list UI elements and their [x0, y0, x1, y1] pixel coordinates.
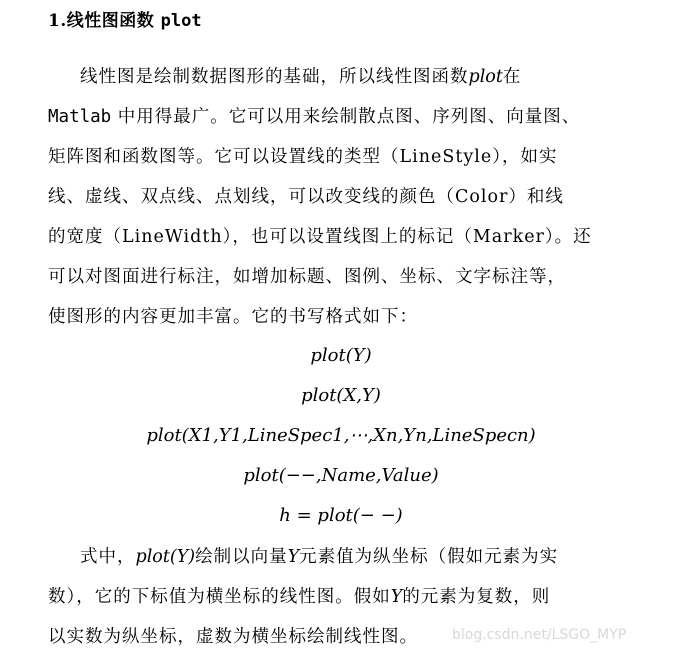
paragraph-line: 使图形的内容更加丰富。它的书写格式如下：	[48, 307, 418, 327]
inline-math: plot(Y)	[135, 547, 196, 567]
heading-number: 1.	[48, 11, 67, 31]
text-run: 在	[502, 67, 522, 87]
inline-math: Y	[287, 547, 300, 567]
text-run: 式中，	[80, 547, 136, 567]
paragraph-line: 可以对图面进行标注，如增加标题、图例、坐标、文字标注等，	[48, 267, 566, 287]
heading-code: plot	[160, 11, 202, 31]
paragraph-line: 以实数为纵坐标，虚数为横坐标绘制线性图。	[48, 627, 418, 647]
text-run: 中用得最广。它可以用来绘制散点图、序列图、向量图、	[111, 107, 581, 127]
formula: plot(X1,Y1,LineSpec1,⋯,Xn,Yn,LineSpecn)	[146, 425, 536, 446]
text-run: 绘制以向量	[195, 547, 288, 567]
text-run: 元素值为纵坐标（假如元素为实	[299, 547, 559, 567]
formula: plot(Y)	[310, 345, 372, 366]
paragraph-line: 矩阵图和函数图等。它可以设置线的类型（LineStyle），如实	[48, 147, 558, 167]
text-run: 的元素为复数，则	[402, 587, 551, 607]
inline-math: Y	[390, 587, 403, 607]
formula: plot(X,Y)	[301, 385, 381, 406]
heading-title: 线性图函数	[66, 11, 155, 31]
paragraph-line	[48, 105, 634, 129]
formula: h = plot(− −)	[279, 505, 403, 526]
paragraph-line: 线、虚线、双点线、点划线，可以改变线的颜色（Color）和线	[48, 187, 564, 207]
paragraph-line: 的宽度（LineWidth），也可以设置线图上的标记（Marker）。还	[48, 227, 592, 247]
formula: plot(−−,Name,Value)	[243, 465, 439, 486]
section-heading	[48, 6, 202, 31]
inline-code: Matlab	[48, 107, 112, 127]
text-run: 线性图是绘制数据图形的基础，所以线性图函数	[80, 67, 469, 87]
inline-math: plot	[468, 67, 503, 87]
watermark: blog.csdn.net/LSGO_MYP	[452, 627, 627, 643]
paragraph-line	[80, 545, 634, 569]
paragraph-line	[48, 585, 634, 609]
text-run: 数），它的下标值为横坐标的线性图。假如	[48, 587, 391, 607]
paragraph-line	[80, 65, 634, 89]
